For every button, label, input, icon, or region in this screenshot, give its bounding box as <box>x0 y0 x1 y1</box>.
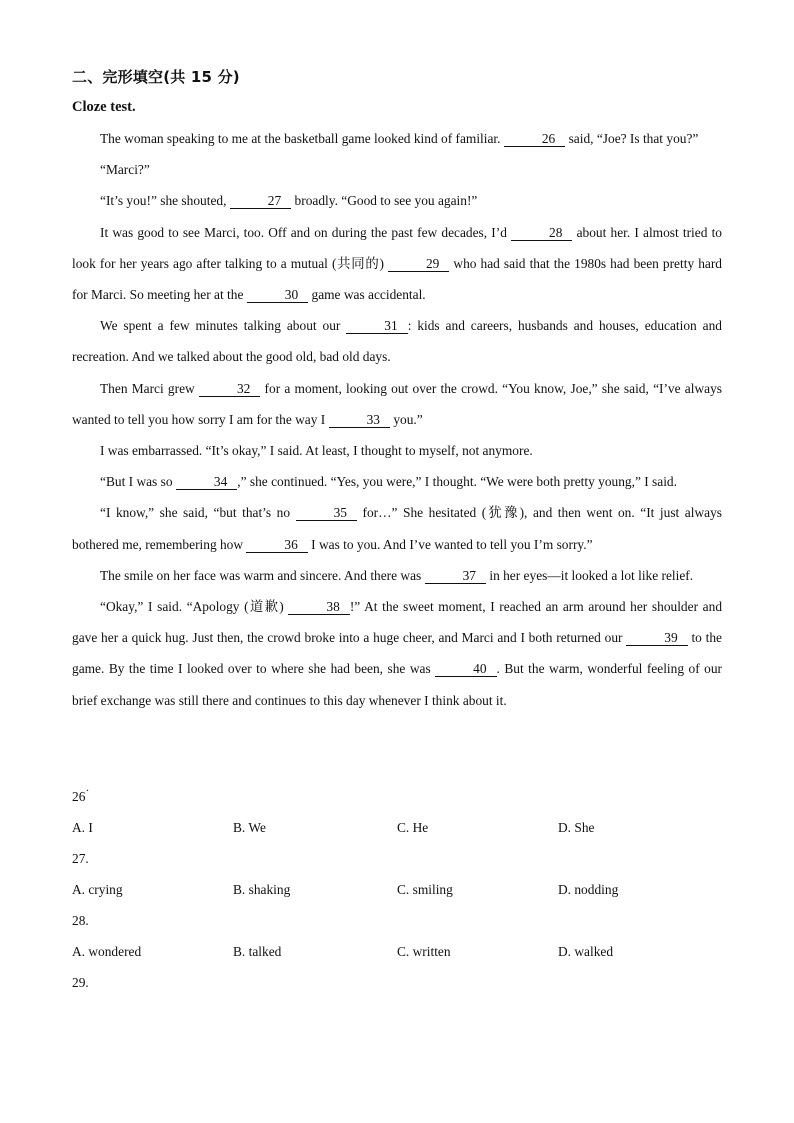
section-subtitle: Cloze test. <box>72 99 136 115</box>
paragraph: The woman speaking to me at the basketball game looked kind of familiar. 26 said, “Joe? Is that you?” <box>100 131 699 146</box>
blank-28: 28 <box>511 225 572 241</box>
paragraph: “Marci?” <box>100 162 150 178</box>
option-d[interactable]: D. She <box>558 820 595 835</box>
question-options <box>72 812 722 843</box>
paragraph: Then Marci grew 32 for a moment, looking out over the crowd. “You know, Joe,” she said, “I’ve always wanted to tell you how sorry I am for the way I 33 you.” <box>72 380 722 427</box>
option-d[interactable]: D. nodding <box>558 882 619 897</box>
option-a[interactable]: A. crying <box>72 882 123 897</box>
option-c[interactable]: C. He <box>397 820 429 835</box>
question-options <box>72 874 722 905</box>
question-number: 26 . <box>72 781 722 812</box>
option-a[interactable]: A. I <box>72 820 93 835</box>
question-number: 28. <box>72 913 89 928</box>
blank-26: 26 <box>504 131 565 147</box>
blank-37: 37 <box>425 568 486 584</box>
paragraph: I was embarrassed. “It’s okay,” I said. At least, I thought to myself, not anymore. <box>100 443 533 459</box>
paragraph: “Okay,” I said. “Apology (道歉) 38 !” At the sweet moment, I reached an arm around her shoulder and gave her a quick hug. Just then, the crowd broke into a huge cheer, and Marci and I both returned our 39 to the game. By the time I looked over to where she had been, she was 40 . But the warm, wonderful feeling of our brief exchange was still there and continues to this day whenever I think about it. <box>72 599 723 708</box>
paragraph: “I know,” she said, “but that’s no 35 for…” She hesitated (犹豫), and then went on. “It just always bothered me, remembering how 36 I was to you. And I’ve wanted to tell you I’m sorry.” <box>72 505 722 552</box>
option-d[interactable]: D. walked <box>558 944 614 959</box>
blank-34: 34 <box>176 474 237 490</box>
question-mark: . <box>86 780 89 794</box>
option-b[interactable]: B. We <box>233 820 266 835</box>
blank-31: 31 <box>346 318 407 334</box>
paragraph: “It’s you!” she shouted, 27 broadly. “Good to see you again!” <box>100 193 478 209</box>
blank-30: 30 <box>247 287 308 303</box>
blank-38: 38 <box>288 599 349 615</box>
blank-39: 39 <box>626 630 687 646</box>
question-options <box>72 936 722 967</box>
question-number: 29. <box>72 975 89 990</box>
option-a[interactable]: A. wondered <box>72 944 142 959</box>
section-title: 二、完形填空(共 15 分) <box>72 68 240 86</box>
question-list <box>72 781 722 998</box>
option-c[interactable]: C. smiling <box>397 882 453 897</box>
blank-32: 32 <box>199 381 260 397</box>
paragraph: The smile on her face was warm and sincere. And there was 37 in her eyes—it looked a lot like relief. <box>100 567 694 583</box>
option-b[interactable]: B. talked <box>233 944 282 959</box>
option-b[interactable]: B. shaking <box>233 882 291 897</box>
paragraph: We spent a few minutes talking about our 31 : kids and careers, husbands and houses, education and recreation. And we talked about the good old, bad old days. <box>72 318 722 365</box>
blank-36: 36 <box>246 537 307 553</box>
paragraph: “But I was so 34 ,” she continued. “Yes, you were,” I thought. “We were both pretty young,” I said. <box>100 474 677 490</box>
blank-35: 35 <box>296 505 357 521</box>
blank-27: 27 <box>230 193 291 209</box>
question-number: 27. <box>72 851 89 866</box>
paragraph: It was good to see Marci, too. Off and on during the past few decades, I’d 28 about her. I almost tried to look for her years ago after talking to a mutual (共同的) 29 who had said that the 1980s had been pretty hard for Marci. So meeting her at the 30 game was accidental. <box>72 224 722 303</box>
blank-29: 29 <box>388 256 449 272</box>
blank-40: 40 <box>435 661 496 677</box>
cloze-passage <box>72 123 722 716</box>
blank-33: 33 <box>329 412 390 428</box>
option-c[interactable]: C. written <box>397 944 451 959</box>
